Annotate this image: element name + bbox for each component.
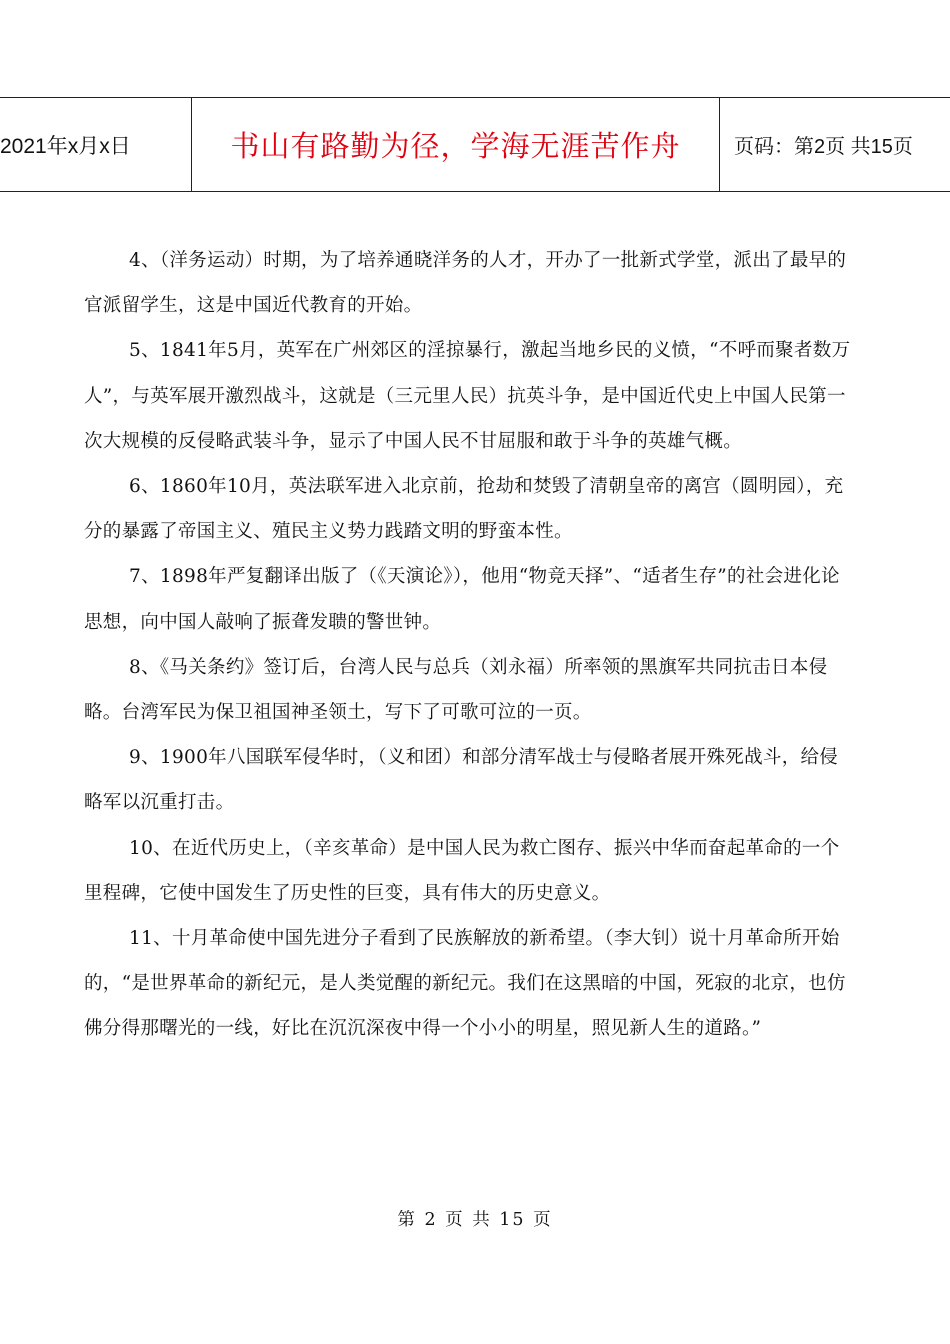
paragraph-11: 11、十月革命使中国先进分子看到了民族解放的新希望。（李大钊）说十月革命所开始的，“是世界革命的新纪元，是人类觉醒的新纪元。我们在这黑暗的中国，死寂的北京，也仿佛分得那曙光的一线，好比在沉沉深夜中得一个小小的明星，照见新人生的道路。” bbox=[84, 928, 846, 1040]
paragraph-10: 10、在近代历史上，（辛亥革命）是中国人民为救亡图存、振兴中华而奋起革命的一个里程碑，它使中国发生了历史性的巨变，具有伟大的历史意义。 bbox=[84, 837, 840, 904]
header-motto: 书山有路勤为径，学海无涯苦作舟 bbox=[192, 98, 720, 191]
paragraph-7: 7、1898年严复翻译出版了（《天演论》），他用“物竞天择”、“适者生存”的社会进化论思想，向中国人敲响了振聋发聩的警世钟。 bbox=[84, 566, 840, 633]
paragraph-6: 6、1860年10月，英法联军进入北京前，抢劫和焚毁了清朝皇帝的离宫（圆明园），充分的暴露了帝国主义、殖民主义势力践踏文明的野蛮本性。 bbox=[84, 476, 844, 543]
paragraph-4: 4、（洋务运动）时期，为了培养通晓洋务的人才，开办了一批新式学堂，派出了最早的官派留学生，这是中国近代教育的开始。 bbox=[84, 250, 847, 317]
document-body bbox=[84, 238, 854, 1052]
page-footer: 第 2 页 共 15 页 bbox=[397, 1210, 553, 1230]
page-header bbox=[0, 97, 950, 192]
header-page-info: 页码：第2页 共15页 bbox=[734, 136, 913, 158]
paragraph-9: 9、1900年八国联军侵华时，（义和团）和部分清军战士与侵略者展开殊死战斗，给侵略军以沉重打击。 bbox=[84, 747, 839, 814]
paragraph-8: 8、《马关条约》签订后，台湾人民与总兵（刘永福）所率领的黑旗军共同抗击日本侵略。台湾军民为保卫祖国神圣领土，写下了可歌可泣的一页。 bbox=[84, 656, 828, 724]
header-date: 2021年x月x日 bbox=[0, 98, 192, 191]
paragraph-5: 5、1841年5月，英军在广州郊区的淫掠暴行，激起当地乡民的义愤，“不呼而聚者数万人”，与英军展开激烈战斗，这就是（三元里人民）抗英斗争，是中国近代史上中国人民第一次大规模的反侵略武装斗争，显示了中国人民不甘屈服和敢于斗争的英雄气概。 bbox=[84, 340, 851, 452]
